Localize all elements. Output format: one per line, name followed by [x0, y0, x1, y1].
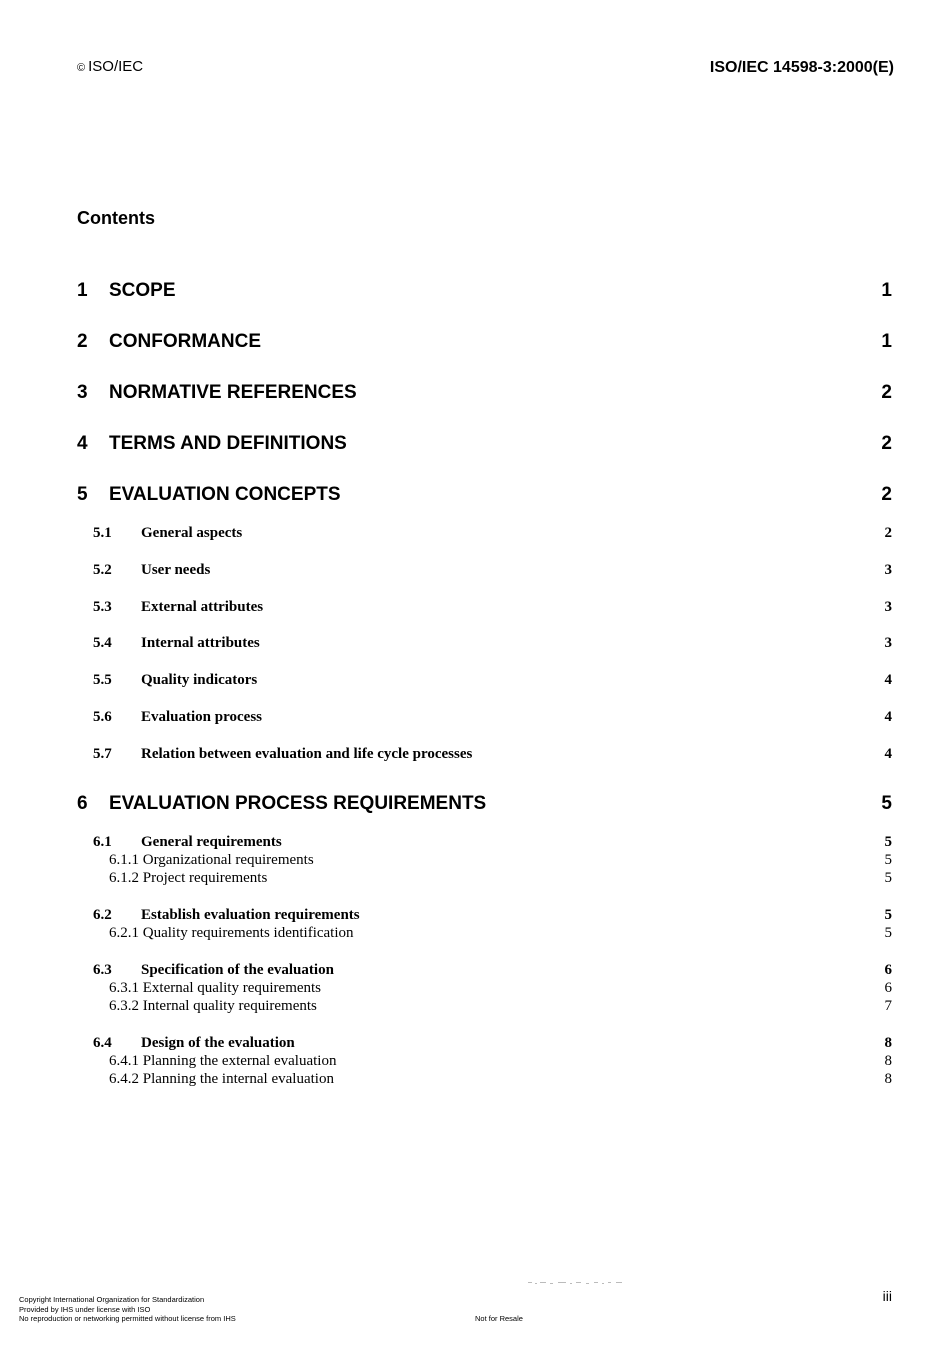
toc-subsection-5-3[interactable] [93, 597, 892, 617]
document-id: ISO/IEC 14598-3:2000(E) [709, 59, 894, 76]
toc-page-number: 8 [884, 1053, 892, 1069]
toc-section-label: EVALUATION CONCEPTS [109, 484, 341, 505]
not-for-resale-note: Not for Resale [475, 1314, 523, 1323]
toc-item-label: 6.1.2 Project requirements [109, 870, 268, 886]
toc-subsection-number: 5.7 [93, 746, 112, 762]
toc-subsection-label: External attributes [141, 599, 264, 615]
toc-subsection-number: 5.2 [93, 562, 112, 578]
toc-section-label: TERMS AND DEFINITIONS [109, 433, 347, 454]
toc-subsection-6-1[interactable] [93, 832, 892, 852]
toc-subsection-5-1[interactable] [93, 523, 892, 543]
toc-subsection-number: 5.6 [93, 709, 112, 725]
toc-subsection-number: 5.1 [93, 525, 112, 541]
toc-page-number: 2 [881, 382, 892, 403]
toc-section-number: 3 [77, 382, 88, 403]
scan-marks [528, 1281, 628, 1285]
toc-subsection-label: Internal attributes [141, 635, 260, 651]
toc-subsection-label: Evaluation process [141, 709, 262, 725]
toc-item-label: 6.4.1 Planning the external evaluation [109, 1053, 337, 1069]
page-number: iii [882, 1288, 892, 1304]
toc-item-label: 6.2.1 Quality requirements identification [109, 925, 354, 941]
toc-item-6-3-2[interactable] [109, 997, 892, 1015]
toc-page-number: 3 [884, 635, 892, 651]
toc-subsection-5-6[interactable] [93, 707, 892, 727]
toc-page-number: 6 [884, 962, 892, 978]
toc-item-6-1-2[interactable] [109, 869, 892, 887]
header-organization [77, 58, 143, 75]
toc-item-6-4-1[interactable] [109, 1052, 892, 1070]
toc-page-number: 5 [881, 793, 892, 814]
toc-item-6-1-1[interactable] [109, 851, 892, 869]
toc-page-number: 4 [884, 746, 892, 762]
toc-page-number: 4 [884, 709, 892, 725]
copyright-symbol: © [77, 62, 86, 74]
toc-subsection-number: 6.2 [93, 907, 112, 923]
toc-section-label: NORMATIVE REFERENCES [109, 382, 357, 403]
toc-section-4[interactable] [77, 431, 892, 457]
toc-page-number: 5 [884, 852, 892, 868]
toc-page-number: 2 [881, 433, 892, 454]
toc-subsection-5-7[interactable] [93, 744, 892, 764]
toc-subsection-label: General requirements [141, 834, 282, 850]
toc-subsection-number: 5.5 [93, 672, 112, 688]
toc-page-number: 5 [884, 907, 892, 923]
toc-item-label: 6.3.2 Internal quality requirements [109, 998, 317, 1014]
toc-page-number: 8 [884, 1071, 892, 1087]
toc-item-6-4-2[interactable] [109, 1070, 892, 1088]
toc-section-3[interactable] [77, 380, 892, 406]
toc-section-1[interactable] [77, 278, 892, 304]
toc-page-number: 3 [884, 599, 892, 615]
contents-heading: Contents [77, 208, 155, 228]
toc-subsection-label: User needs [141, 562, 211, 578]
toc-page-number: 6 [884, 980, 892, 996]
toc-section-label: CONFORMANCE [109, 331, 261, 352]
toc-subsection-label: Specification of the evaluation [141, 962, 334, 978]
footer-line-copyright: Copyright International Organization for Standardization [19, 1295, 205, 1304]
toc-page-number: 5 [884, 925, 892, 941]
toc-subsection-5-2[interactable] [93, 560, 892, 580]
toc-page-number: 3 [884, 562, 892, 578]
footer-line-provider: Provided by IHS under license with ISO [19, 1304, 151, 1314]
toc-page-number: 1 [881, 331, 892, 352]
toc-subsection-label: Design of the evaluation [141, 1035, 295, 1051]
toc-subsection-5-5[interactable] [93, 670, 892, 690]
toc-section-number: 6 [77, 793, 88, 814]
toc-subsection-label: Quality indicators [141, 672, 258, 688]
toc-section-number: 4 [77, 433, 88, 454]
toc-section-6[interactable] [77, 791, 892, 817]
toc-page-number: 8 [884, 1035, 892, 1051]
toc-section-label: SCOPE [109, 280, 176, 301]
toc-section-2[interactable] [77, 329, 892, 355]
toc-item-label: 6.3.1 External quality requirements [109, 980, 322, 996]
toc-page-number: 7 [884, 998, 892, 1014]
toc-section-5[interactable] [77, 482, 892, 508]
toc-section-number: 2 [77, 331, 88, 352]
toc-item-label: 6.1.1 Organizational requirements [109, 852, 314, 868]
toc-subsection-5-4[interactable] [93, 633, 892, 653]
toc-subsection-number: 5.4 [93, 635, 112, 651]
toc-item-6-3-1[interactable] [109, 979, 892, 997]
toc-page-number: 2 [884, 525, 892, 541]
toc-subsection-number: 5.3 [93, 599, 112, 615]
toc-subsection-6-4[interactable] [93, 1033, 892, 1053]
license-footer [19, 1295, 236, 1324]
toc-page-number: 1 [881, 280, 892, 301]
toc-subsection-number: 6.1 [93, 834, 112, 850]
toc-subsection-label: Establish evaluation requirements [141, 907, 360, 923]
toc-subsection-6-2[interactable] [93, 905, 892, 925]
toc-page-number: 4 [884, 672, 892, 688]
header-org-text: ISO/IEC [88, 58, 144, 75]
toc-page-number: 2 [881, 484, 892, 505]
toc-item-6-2-1[interactable] [109, 924, 892, 942]
toc-page-number: 5 [884, 834, 892, 850]
footer-line-reproduction: No reproduction or networking permitted without license from IHS [19, 1314, 236, 1323]
toc-page-number: 5 [884, 870, 892, 886]
toc-subsection-number: 6.3 [93, 962, 112, 978]
toc-section-number: 1 [77, 280, 88, 301]
toc-subsection-number: 6.4 [93, 1035, 112, 1051]
toc-section-label: EVALUATION PROCESS REQUIREMENTS [109, 793, 487, 814]
toc-subsection-label: Relation between evaluation and life cycle processes [141, 746, 473, 762]
toc-subsection-6-3[interactable] [93, 960, 892, 980]
toc-item-label: 6.4.2 Planning the internal evaluation [109, 1071, 334, 1087]
toc-subsection-label: General aspects [141, 525, 243, 541]
toc-section-number: 5 [77, 484, 88, 505]
